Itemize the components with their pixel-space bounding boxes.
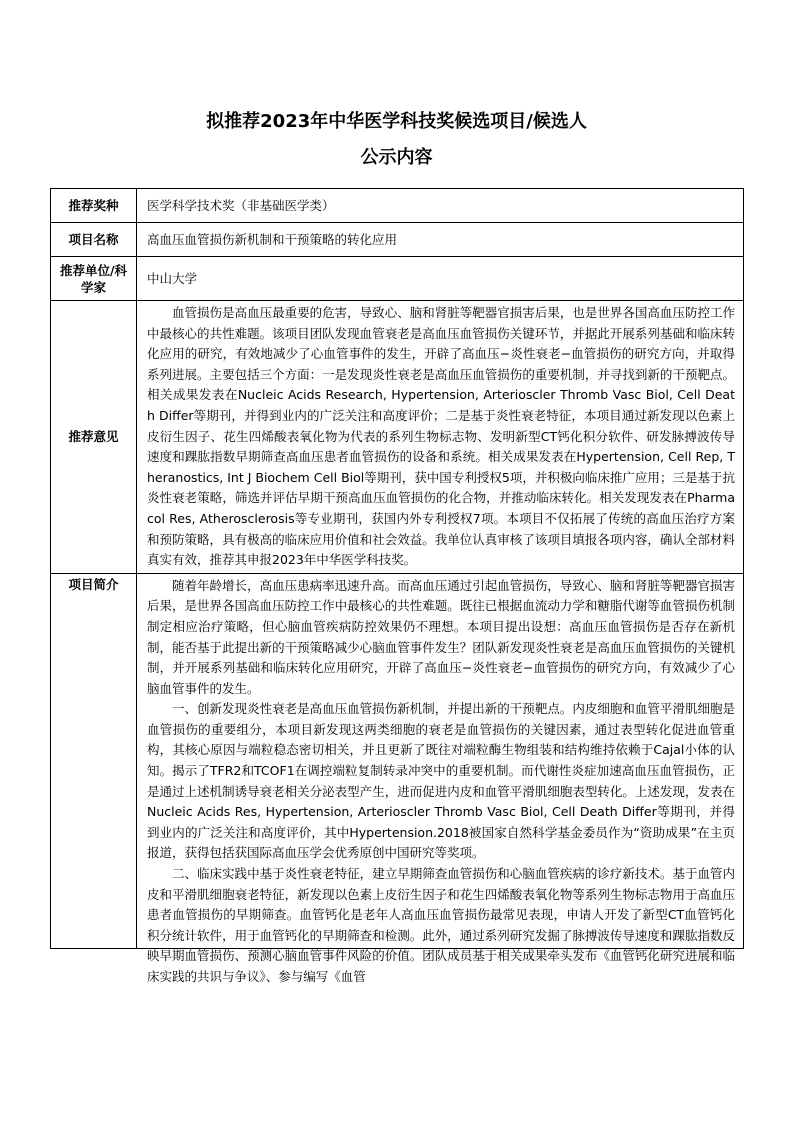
project-name-value: 高血压血管损伤新机制和干预策略的转化应用 bbox=[137, 223, 744, 257]
award-type-value: 医学科学技术奖（非基础医学类） bbox=[137, 189, 744, 223]
recommender-value: 中山大学 bbox=[137, 257, 744, 301]
document-title: 拟推荐2023年中华医学科技奖候选项目/候选人 bbox=[206, 111, 587, 132]
opinion-label: 推荐意见 bbox=[51, 301, 137, 574]
summary-paragraph: 二、临床实践中基于炎性衰老特征，建立早期筛查血管损伤和心脑血管疾病的诊疗新技术。基于血管内皮和平滑肌细胞衰老特征，新发现以色素上皮衍生因子和花生四烯酸表氧化物等系列生物标志物用于高血压患者血管损伤的早期筛查。血管钙化是老年人高血压血管损伤最常见表现，申请人开发了新型CT血管钙化积分统计软件，用于血管钙化的早期筛查和检测。此外，通过系列研究发掘了脉搏波传导速度和踝肱指数反映早期血管损伤、预测心脑血管事件风险的价值。团队成员基于相关成果牵头发布《血管钙化研究进展和临床实践的共识与争议》、参与编写《血管 bbox=[147, 866, 735, 984]
summary-cell bbox=[137, 573, 744, 984]
summary-label: 项目简介 bbox=[51, 573, 137, 948]
table-row-recommender bbox=[51, 257, 744, 301]
project-name-label: 项目名称 bbox=[51, 223, 137, 257]
table-row-summary bbox=[51, 573, 744, 948]
summary-body bbox=[147, 576, 735, 984]
nomination-form-table bbox=[50, 188, 744, 984]
recommender-label: 推荐单位/科学家 bbox=[51, 257, 137, 301]
award-type-label: 推荐奖种 bbox=[51, 189, 137, 223]
table-row-award-type bbox=[51, 189, 744, 223]
document-subtitle: 公示内容 bbox=[360, 147, 433, 168]
table-row-opinion bbox=[51, 301, 744, 574]
table-row-project-name bbox=[51, 223, 744, 257]
summary-paragraph: 随着年龄增长，高血压患病率迅速升高。而高血压通过引起血管损伤，导致心、脑和肾脏等靶器官损害后果，是世界各国高血压防控工作中最核心的共性难题。既往已根据血流动力学和糖脂代谢等血管损伤机制制定相应治疗策略，但心脑血管疾病防控效果仍不理想。本项目提出设想：高血压血管损伤是否存在新机制，能否基于此提出新的干预策略减少心脑血管事件发生？团队新发现炎性衰老是高血压血管损伤的关键机制，并开展系列基础和临床转化应用研究，开辟了高血压−炎性衰老−血管损伤的研究方向，有效减少了心脑血管事件的发生。 bbox=[147, 577, 735, 696]
opinion-cell bbox=[137, 301, 744, 574]
summary-paragraph: 一、创新发现炎性衰老是高血压血管损伤新机制，并提出新的干预靶点。内皮细胞和血管平滑肌细胞是血管损伤的重要组分，本项目新发现这两类细胞的衰老是血管损伤的关键因素，通过表型转化促进血管重构，其核心原因与端粒稳态密切相关，并且更新了既往对端粒酶生物组装和结构维持依赖于Cajal小体的认知。揭示了TFR2和TCOF1在调控端粒复制转录冲突中的重要机制。而代谢性炎症加速高血压血管损伤，正是通过上述机制诱导衰老相关分泌表型产生，进而促进内皮和血管平滑肌细胞表型转化。上述发现，发表在Nucleic Acids Res, Hypertension, Arterioscler Thromb Vasc Biol, Cell Death Differ等期刊，并得到业内的广泛关注和高度评价，其中Hypertension.2018被国家自然科学基金委员作为“资助成果”在主页报道，获得包括获国际高血压学会优秀原创中国研究等奖项。 bbox=[147, 701, 735, 861]
opinion-text: 血管损伤是高血压最重要的危害，导致心、脑和肾脏等靶器官损害后果，也是世界各国高血压防控工作中最核心的共性难题。该项目团队发现血管衰老是高血压血管损伤关键环节，并据此开展系列基础和临床转化应用的研究，有效地减少了心血管事件的发生，开辟了高血压−炎性衰老−血管损伤的研究方向，并取得系列进展。主要包括三个方面：一是发现炎性衰老是高血压血管损伤的重要机制，并寻找到新的干预靶点。相关成果发表在Nucleic Acids Research, Hypertension, Arterioscler Thromb Vasc Biol, Cell Death Differ等期刊，并得到业内的广泛关注和高度评价；二是基于炎性衰老特征，本项目通过新发现以色素上皮衍生因子、花生四烯酸表氧化物为代表的系列生物标志物、发明新型CT钙化积分软件、研发脉搏波传导速度和踝肱指数早期筛查高血压患者血管损伤的设备和系统。相关成果发表在Hypertension, Cell Rep, Theranostics, Int J Biochem Cell Biol等期刊，获中国专利授权5项，并积极向临床推广应用；三是基于抗炎性衰老策略，筛选并评估早期干预高血压血管损伤的化合物，并推动临床转化。相关发现发表在Pharmacol Res, Atherosclerosis等专业期刊，获国内外专利授权7项。本项目不仅拓展了传统的高血压治疗方案和预防策略，具有极高的临床应用价值和社会效益。我单位认真审核了该项目填报各项内容，确认全部材料真实有效，推荐其申报2023年中华医学科技奖。 bbox=[147, 305, 735, 568]
